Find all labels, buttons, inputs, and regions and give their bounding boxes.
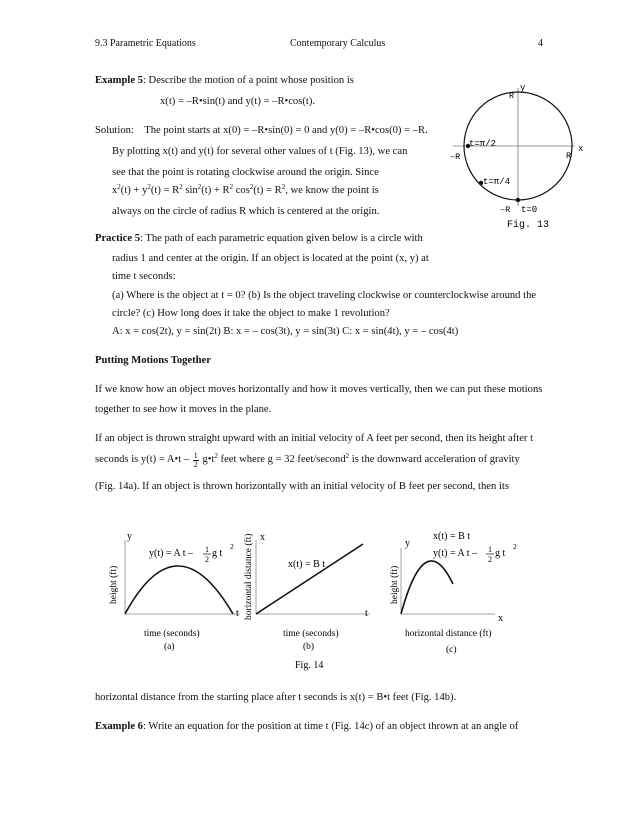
para2-line-1: If an object is thrown straight upward with an initial velocity of A feet per second, then its height after t [95, 433, 534, 444]
fig14b-ylabel: horizontal distance (ft) [244, 533, 254, 620]
example6-label: Example 6 [95, 721, 143, 732]
fig14a [108, 531, 240, 652]
fig13-label-pi4: t=π/4 [483, 177, 511, 187]
fig13-point-t0 [516, 198, 520, 202]
para2-eq-c: feet where g = 32 feet/second [217, 454, 346, 465]
fig13-y-label: y [520, 83, 526, 93]
example5-label: Example 5 [95, 75, 143, 86]
fig14a-y-axis-label: y [127, 531, 132, 542]
sup: 2 [229, 183, 234, 191]
sol4-a: x [112, 185, 118, 196]
sup: 2 [249, 183, 254, 191]
example5-equation: x(t) = –R•sin(t) and y(t) = –R•cos(t). [160, 96, 316, 107]
fig14c-trajectory [401, 561, 453, 614]
section-heading: Putting Motions Together [95, 355, 211, 366]
fig14c-y-axis-label: y [405, 538, 410, 549]
fig13-r-right: R [566, 151, 572, 161]
fig14a-frac-num: 1 [205, 545, 209, 554]
fig14-caption: Fig. 14 [295, 660, 324, 671]
sup: 2 [345, 452, 350, 460]
solution-line-4 [112, 184, 379, 198]
fig14b-x-axis-label: x [260, 532, 265, 543]
fig14a-parabola [125, 566, 233, 614]
fig14c-eq2-a: y(t) = A t – [433, 548, 477, 559]
fig14a-frac-den: 2 [205, 555, 209, 564]
fig13-circle-diagram [445, 78, 595, 233]
sup: 2 [147, 183, 151, 191]
para2-eq-a: seconds is y(t) = A•t – [95, 454, 190, 465]
practice5-line-5: circle? (c) How long does it take the object to make 1 revolution? [112, 308, 390, 319]
fig14b [243, 532, 370, 652]
fig14c-xlabel: horizontal distance (ft) [405, 629, 492, 639]
frac-numerator: 1 [193, 451, 198, 460]
running-header-section: 9.3 Parametric Equations [95, 38, 196, 49]
fig14c-ylabel: height (ft) [390, 565, 400, 604]
fig14b-tag: (b) [303, 642, 315, 652]
sol4-h: , we know the point is [285, 185, 379, 196]
fig14c [389, 531, 517, 655]
practice5-line-6: A: x = cos(2t), y = sin(2t) B: x = – cos(3t), y = sin(3t) C: x = sin(4t), y = – cos(4t) [112, 326, 459, 337]
para2-line-2 [95, 452, 520, 469]
sol4-c: (t) = R [150, 185, 180, 196]
practice5-text-1: : The path of each parametric equation given below is a circle with [140, 233, 423, 244]
fig14a-tag: (a) [164, 642, 175, 652]
example5-intro [95, 74, 354, 88]
fig14c-frac-num: 1 [488, 545, 492, 554]
after-fig-line: horizontal distance from the starting place after t seconds is x(t) = B•t feet (Fig. 14b). [95, 692, 457, 703]
para2-eq-d: is the downward acceleration of gravity [349, 454, 520, 465]
fig14c-frac-den: 2 [488, 555, 492, 564]
fig14b-eq: x(t) = B t [288, 559, 326, 570]
example5-prompt: : Describe the motion of a point whose position is [142, 75, 354, 86]
fraction-half [193, 452, 199, 469]
solution-label: Solution: [95, 125, 134, 136]
fig13-label-pi2: t=π/2 [469, 139, 497, 149]
para1-line-1: If we know how an object moves horizontally and how it moves vertically, then we can put these motions [95, 384, 543, 395]
fig14c-sup: 2 [513, 542, 517, 551]
fig14a-eq-a: y(t) = A t – [149, 548, 193, 559]
fig13-x-label: x [578, 144, 584, 154]
fig13-r-bottom: –R [500, 205, 511, 215]
fig14c-eq1: x(t) = B t [433, 531, 471, 542]
running-header-book: Contemporary Calculus [290, 38, 386, 49]
sol4-g: (t) = R [253, 185, 282, 196]
fig14-diagrams [95, 512, 525, 672]
fig14a-t-axis-label: t [236, 608, 239, 619]
example6-line [95, 720, 518, 734]
fig13-r-top: R [509, 91, 515, 101]
example6-text: : Write an equation for the position at time t (Fig. 14c) of an object thrown at an angle of [142, 721, 519, 732]
solution-text-1: The point starts at x(0) = –R•sin(0) = 0 and y(0) = –R•cos(0) = –R. [144, 125, 428, 136]
sup: 2 [117, 183, 121, 191]
fig13-label-t0: t=0 [521, 205, 538, 215]
practice5-line-1 [95, 232, 423, 246]
sup: 2 [214, 452, 218, 460]
fig14a-xlabel: time (seconds) [144, 629, 200, 639]
practice5-label: Practice 5 [95, 233, 140, 244]
fig14a-ylabel: height (ft) [109, 565, 119, 604]
practice5-line-4: (a) Where is the object at t = 0? (b) Is the object traveling clockwise or counterclockwise around the [112, 290, 537, 301]
fig14b-line [256, 544, 363, 614]
frac-denominator: 2 [193, 460, 198, 469]
fig14a-eq-b: g t [212, 548, 223, 559]
solution-line-1 [95, 124, 428, 138]
solution-line-5: always on the circle of radius R which is centered at the origin. [112, 206, 380, 217]
fig14b-xlabel: time (seconds) [283, 629, 339, 639]
para2-eq-b: g•t [202, 454, 215, 465]
fig13-r-left: –R [450, 152, 461, 162]
fig14c-tag: (c) [446, 645, 457, 655]
sup: 2 [197, 183, 202, 191]
page-number: 4 [538, 38, 543, 49]
para2-line-3: (Fig. 14a). If an object is thrown horizontally with an initial velocity of B feet per second, then its [95, 481, 509, 492]
fig14c-eq2-b: g t [495, 548, 506, 559]
para1-line-2: together to see how it moves in the plane. [95, 404, 272, 415]
sol4-e: (t) + R [201, 185, 230, 196]
fig14b-t-axis-label: t [365, 608, 368, 619]
sol4-d: sin [182, 185, 198, 196]
solution-line-2: By plotting x(t) and y(t) for several other values of t (Fig. 13), we can [112, 146, 408, 157]
fig14c-x-axis-label: x [498, 613, 503, 624]
practice5-line-2: radius 1 and center at the origin. If an object is located at the point (x, y) at [112, 253, 429, 264]
practice5-line-3: time t seconds: [112, 271, 176, 282]
sup: 2 [179, 183, 183, 191]
fig13-caption: Fig. 13 [507, 220, 550, 231]
sol4-b: (t) + y [120, 185, 148, 196]
solution-line-3: see that the point is rotating clockwise around the origin. Since [112, 167, 379, 178]
fig14a-sup: 2 [230, 542, 234, 551]
sup: 2 [281, 183, 286, 191]
sol4-f: cos [233, 185, 250, 196]
